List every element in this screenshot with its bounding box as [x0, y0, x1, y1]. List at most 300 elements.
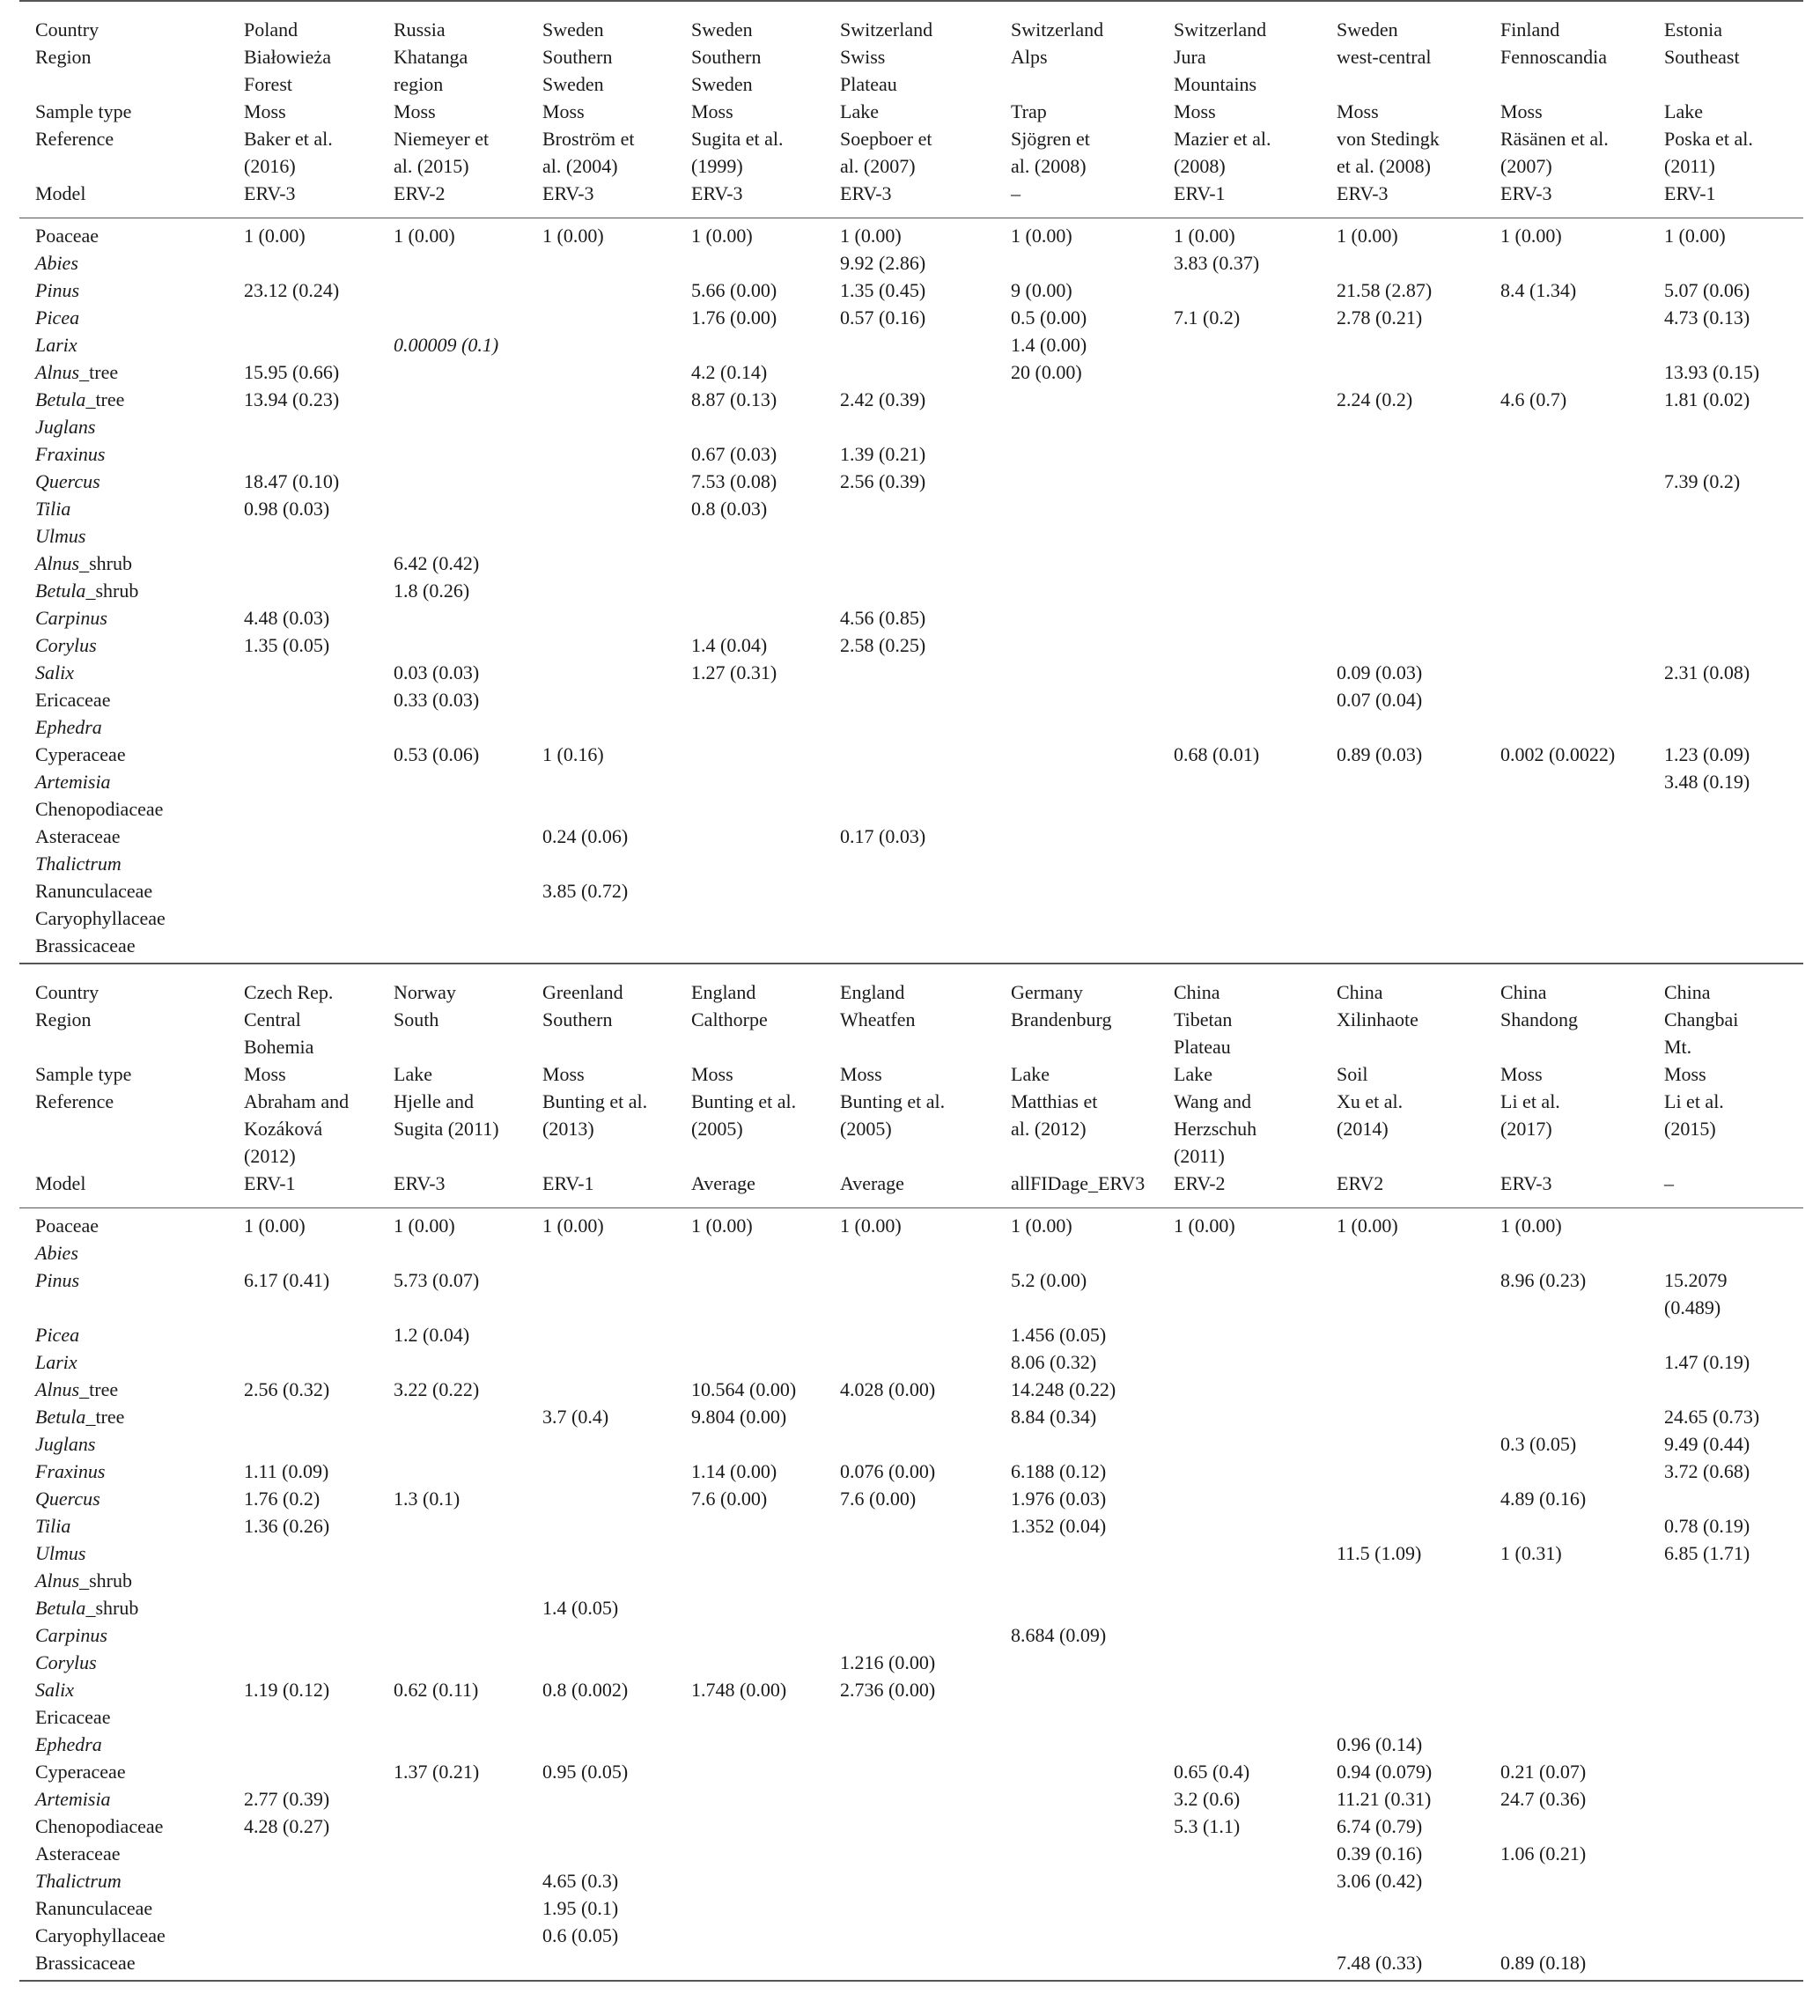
table-cell — [824, 522, 995, 550]
table-cell — [378, 1813, 527, 1840]
table-cell — [527, 386, 675, 413]
table-row — [19, 1649, 1803, 1676]
column-reference-line: Broström et — [542, 128, 635, 150]
table-cell — [824, 1239, 995, 1266]
taxon-label: Ericaceae — [35, 689, 111, 711]
table-cell — [228, 905, 378, 932]
column-region — [1648, 1006, 1803, 1060]
table-cell — [378, 631, 527, 659]
column-country: England — [675, 964, 824, 1006]
table-cell: 1.19 (0.12) — [244, 1679, 330, 1701]
table-cell — [824, 1785, 995, 1813]
table-cell: 1.14 (0.00) — [691, 1460, 777, 1482]
column-reference-line: Xu et al. — [1337, 1090, 1404, 1112]
table-cell — [824, 1840, 995, 1867]
table-cell: 0.002 (0.0022) — [1500, 743, 1616, 765]
table-cell: 6.17 (0.41) — [244, 1269, 330, 1291]
table-cell — [1648, 932, 1803, 964]
table-cell — [527, 631, 675, 659]
table-cell: 1.27 (0.31) — [691, 661, 777, 683]
table-cell: 0.89 (0.18) — [1485, 1949, 1648, 1981]
taxon-label: Picea — [35, 1324, 80, 1346]
table-cell — [1485, 1922, 1648, 1949]
column-region-line: Khatanga — [394, 46, 468, 68]
table-cell — [527, 468, 675, 495]
table-cell — [228, 795, 378, 823]
table-cell: 6.85 (1.71) — [1664, 1542, 1750, 1564]
taxon-label: Ranunculaceae — [35, 880, 153, 902]
table-cell — [527, 905, 675, 932]
table-cell — [824, 686, 995, 713]
column-model: – — [1648, 1170, 1803, 1208]
table-cell: 8.84 (0.34) — [1011, 1406, 1097, 1428]
column-reference-line: Li et al. — [1500, 1090, 1560, 1112]
taxon-suffix: _tree — [85, 388, 125, 410]
table-cell: 0.09 (0.03) — [1337, 661, 1423, 683]
table-cell — [1321, 1239, 1485, 1266]
taxon-name — [19, 550, 228, 577]
column-sample-type: Lake — [840, 100, 879, 122]
table-cell — [527, 495, 675, 522]
column-sample-type: Moss — [244, 1063, 286, 1085]
table-cell — [378, 1403, 527, 1430]
table-cell: 1.2 (0.04) — [394, 1324, 470, 1346]
taxon-name — [19, 1813, 228, 1840]
table-cell — [675, 795, 824, 823]
table-cell — [1321, 768, 1485, 795]
table-cell — [1648, 577, 1803, 604]
table-cell — [824, 1348, 995, 1376]
table-cell — [1485, 686, 1648, 713]
table-row — [19, 1430, 1803, 1458]
table-cell — [1648, 1676, 1803, 1703]
table-cell: 1 (0.00) — [1174, 225, 1235, 247]
table-cell — [1648, 331, 1803, 358]
table-cell — [995, 659, 1158, 686]
table-cell — [675, 850, 824, 877]
table-cell — [1158, 1676, 1321, 1703]
table-row — [19, 1485, 1803, 1512]
table-row — [19, 550, 1803, 577]
table-cell — [1158, 932, 1321, 964]
table-cell — [675, 686, 824, 713]
table-cell: 1 (0.00) — [840, 225, 902, 247]
table-cell — [1158, 1321, 1321, 1348]
table-cell — [995, 413, 1158, 440]
table-cell — [1485, 522, 1648, 550]
column-region-line: Brandenburg — [1011, 1008, 1112, 1030]
table-cell — [1648, 1922, 1803, 1949]
table-cell: 2.58 (0.25) — [840, 634, 926, 656]
column-region — [824, 43, 995, 98]
column-reference-line: Poska et al. — [1664, 128, 1753, 150]
table-cell — [1158, 686, 1321, 713]
column-reference-line: (2011) — [1664, 155, 1715, 177]
table-cell: 2.78 (0.21) — [1337, 306, 1423, 329]
column-reference-line: Mazier et al. — [1174, 128, 1271, 150]
taxon-label: Ephedra — [35, 716, 102, 738]
table-cell — [1648, 522, 1803, 550]
table-cell: 8.87 (0.13) — [691, 388, 777, 410]
column-reference-line: Matthias et — [1011, 1090, 1098, 1112]
taxon-suffix: _tree — [79, 361, 119, 383]
table-cell — [1158, 495, 1321, 522]
table-cell: 4.48 (0.03) — [244, 607, 330, 629]
column-country: Greenland — [527, 964, 675, 1006]
table-cell: 8.06 (0.32) — [1011, 1351, 1097, 1373]
column-reference-line: al. (2015) — [394, 155, 469, 177]
table-row — [19, 358, 1803, 386]
table-cell — [228, 577, 378, 604]
table-cell: 1.47 (0.19) — [1664, 1351, 1750, 1373]
column-reference-line: Soepboer et — [840, 128, 932, 150]
table-cell — [1648, 1376, 1803, 1403]
table-cell — [527, 1321, 675, 1348]
table-cell: 1 (0.00) — [244, 1215, 306, 1237]
table-cell — [1648, 1703, 1803, 1731]
table-row — [19, 249, 1803, 277]
table-cell — [378, 1840, 527, 1867]
table-cell — [527, 686, 675, 713]
table-row — [19, 1458, 1803, 1485]
column-reference-line: (2015) — [1664, 1118, 1716, 1140]
table-cell — [1648, 1321, 1803, 1348]
column-model: ERV-1 — [1648, 180, 1803, 218]
taxon-name — [19, 1894, 228, 1922]
table-cell — [1648, 1758, 1803, 1785]
table-cell: 1.76 (0.2) — [244, 1488, 321, 1510]
table-cell — [1158, 1376, 1321, 1403]
table-cell: 1 (0.00) — [1011, 1215, 1072, 1237]
table-cell — [1321, 1894, 1485, 1922]
table-cell — [1158, 604, 1321, 631]
table-cell — [675, 1649, 824, 1676]
column-reference-line: Bunting et al. — [691, 1090, 797, 1112]
table-cell — [675, 249, 824, 277]
table-cell — [995, 1867, 1158, 1894]
table-cell — [675, 768, 824, 795]
table-cell — [824, 741, 995, 768]
table-row — [19, 1208, 1803, 1240]
taxon-name — [19, 905, 228, 932]
column-model: ERV-3 — [1485, 1170, 1648, 1208]
column-region-line: Southern — [542, 1008, 613, 1030]
table-cell — [1485, 358, 1648, 386]
table-cell — [995, 495, 1158, 522]
taxon-label: Picea — [35, 306, 80, 329]
table-cell — [527, 1458, 675, 1485]
table-cell: 0.78 (0.19) — [1664, 1515, 1750, 1537]
column-country: Russia — [378, 1, 527, 43]
table-cell — [378, 1922, 527, 1949]
table-cell — [527, 1731, 675, 1758]
table-cell: 0.3 (0.05) — [1500, 1433, 1577, 1455]
table-cell — [1158, 1840, 1321, 1867]
table-cell: 2.77 (0.39) — [244, 1788, 330, 1810]
table-cell — [527, 577, 675, 604]
column-region-line: Bohemia — [244, 1036, 314, 1058]
taxon-label: Salix — [35, 661, 74, 683]
taxon-label: Brassicaceae — [35, 1952, 136, 1974]
table-cell: 9.92 (2.86) — [840, 252, 926, 274]
table-cell — [1158, 331, 1321, 358]
table-cell: 13.93 (0.15) — [1664, 361, 1760, 383]
column-country: Poland — [228, 1, 378, 43]
column-region-line: Sweden — [542, 73, 604, 95]
table-cell — [995, 741, 1158, 768]
taxon-label: Asteraceae — [35, 1842, 121, 1865]
table-row — [19, 1348, 1803, 1376]
table-cell — [675, 1703, 824, 1731]
taxon-label: Carpinus — [35, 1624, 107, 1646]
table-cell — [527, 304, 675, 331]
column-reference-line: Niemeyer et — [394, 128, 490, 150]
header-label-model: Model — [19, 1170, 228, 1208]
column-country: China — [1648, 964, 1803, 1006]
table-cell — [675, 823, 824, 850]
taxon-name — [19, 713, 228, 741]
table-row — [19, 468, 1803, 495]
column-reference-line: al. (2012) — [1011, 1118, 1087, 1140]
taxon-name — [19, 1621, 228, 1649]
table-cell — [527, 604, 675, 631]
table-cell: 1.35 (0.45) — [840, 279, 926, 301]
taxon-name — [19, 1512, 228, 1540]
column-region-line: Tibetan — [1174, 1008, 1233, 1030]
table-cell — [1485, 1403, 1648, 1430]
table-cell — [1321, 631, 1485, 659]
column-region-line: region — [394, 73, 444, 95]
column-reference — [378, 1088, 527, 1170]
column-sample-type: Lake — [1011, 1063, 1050, 1085]
table-cell — [1158, 1621, 1321, 1649]
table-cell — [527, 932, 675, 964]
table-cell — [1485, 631, 1648, 659]
table-cell — [228, 331, 378, 358]
table-cell — [1321, 1703, 1485, 1731]
table-cell — [378, 850, 527, 877]
table-row — [19, 1621, 1803, 1649]
table-cell: 1 (0.00) — [1664, 225, 1726, 247]
table-cell — [995, 686, 1158, 713]
table-cell — [527, 1266, 675, 1321]
table-cell: 3.06 (0.42) — [1337, 1870, 1423, 1892]
table-cell — [1158, 386, 1321, 413]
column-reference-line: von Stedingk — [1337, 128, 1440, 150]
table-cell: 1 (0.00) — [1337, 225, 1398, 247]
taxon-label: Juglans — [35, 1433, 96, 1455]
table-cell — [995, 577, 1158, 604]
table-cell — [1648, 1731, 1803, 1758]
table-cell — [1321, 1485, 1485, 1512]
table-cell — [1485, 1731, 1648, 1758]
table-cell — [527, 413, 675, 440]
taxon-label: Ephedra — [35, 1733, 102, 1755]
table-cell — [378, 277, 527, 304]
table-cell: 1.4 (0.00) — [1011, 334, 1087, 356]
table-cell: 0.95 (0.05) — [542, 1761, 629, 1783]
table-row — [19, 1540, 1803, 1567]
table-cell: 6.74 (0.79) — [1337, 1815, 1423, 1837]
column-region-line: Białowieża — [244, 46, 331, 68]
table-cell: 24.65 (0.73) — [1664, 1406, 1760, 1428]
table-cell: 1 (0.00) — [244, 225, 306, 247]
table-cell: 8.96 (0.23) — [1500, 1269, 1587, 1291]
column-region-line: Mountains — [1174, 73, 1257, 95]
table-cell — [1485, 1813, 1648, 1840]
taxon-label: Alnus — [35, 1569, 80, 1591]
table-cell — [1485, 604, 1648, 631]
table-cell: 1.06 (0.21) — [1500, 1842, 1587, 1865]
table-cell — [378, 1540, 527, 1567]
table-cell: 1.35 (0.05) — [244, 634, 330, 656]
column-reference — [675, 1088, 824, 1170]
table-cell — [824, 1430, 995, 1458]
table-cell — [527, 1485, 675, 1512]
column-sample-type: Moss — [1500, 100, 1543, 122]
column-sample-type: Lake — [394, 1063, 432, 1085]
column-model: ERV-1 — [1158, 180, 1321, 218]
table-cell — [1321, 823, 1485, 850]
table-cell — [1321, 795, 1485, 823]
table-cell — [675, 877, 824, 905]
table-cell: 1 (0.16) — [542, 743, 604, 765]
column-reference — [1158, 1088, 1321, 1170]
table-cell — [228, 304, 378, 331]
column-reference-line: (2005) — [840, 1118, 892, 1140]
table-cell: 0.03 (0.03) — [394, 661, 480, 683]
table-row — [19, 331, 1803, 358]
column-reference-line: Kozáková — [244, 1118, 323, 1140]
column-region — [378, 43, 527, 98]
table-cell — [527, 659, 675, 686]
table-cell — [1485, 1321, 1648, 1348]
column-model: ERV-3 — [1485, 180, 1648, 218]
table-cell — [527, 1813, 675, 1840]
taxon-name — [19, 1348, 228, 1376]
table-cell — [675, 1540, 824, 1567]
table-cell: 0.6 (0.05) — [542, 1924, 619, 1946]
table-cell: 1 (0.00) — [840, 1215, 902, 1237]
table-cell: 13.94 (0.23) — [244, 388, 340, 410]
table-cell — [1485, 331, 1648, 358]
table-cell — [995, 631, 1158, 659]
taxon-label: Poaceae — [35, 1215, 99, 1237]
table-cell — [1485, 440, 1648, 468]
taxon-name — [19, 932, 228, 964]
table-cell — [675, 1621, 824, 1649]
table-cell: 9 (0.00) — [1011, 279, 1072, 301]
header-label-reference: Reference — [35, 128, 114, 150]
table-cell: 3.22 (0.22) — [394, 1378, 480, 1400]
table-row — [19, 686, 1803, 713]
table-cell: 0.57 (0.16) — [840, 306, 926, 329]
table-cell — [378, 795, 527, 823]
taxon-name — [19, 1676, 228, 1703]
taxon-name — [19, 358, 228, 386]
table-cell — [824, 932, 995, 964]
table-cell — [1321, 604, 1485, 631]
taxon-label: Pinus — [35, 279, 80, 301]
table-cell — [995, 468, 1158, 495]
column-reference-line: (2007) — [1500, 155, 1552, 177]
table-cell: 0.5 (0.00) — [1011, 306, 1087, 329]
table-cell — [1321, 1458, 1485, 1485]
table-cell: 7.39 (0.2) — [1664, 470, 1741, 492]
table-cell — [378, 413, 527, 440]
column-region — [527, 1006, 675, 1060]
table-cell — [228, 522, 378, 550]
taxon-name — [19, 1208, 228, 1240]
table-cell — [1321, 550, 1485, 577]
table-cell: 1.4 (0.05) — [542, 1597, 619, 1619]
header-label-reference: Reference — [35, 1090, 114, 1112]
table-cell — [675, 1894, 824, 1922]
taxon-name — [19, 1430, 228, 1458]
table-row — [19, 440, 1803, 468]
table-cell: 0.8 (0.002) — [542, 1679, 629, 1701]
table-cell — [1485, 1458, 1648, 1485]
table-cell — [527, 1239, 675, 1266]
taxon-label: Artemisia — [35, 771, 111, 793]
table-cell — [378, 1731, 527, 1758]
taxon-name — [19, 304, 228, 331]
table-cell: 5.2 (0.00) — [1011, 1269, 1087, 1291]
table-cell — [378, 1785, 527, 1813]
table-cell — [995, 522, 1158, 550]
table-row — [19, 1594, 1803, 1621]
taxon-label: Corylus — [35, 1651, 97, 1673]
table-row — [19, 1512, 1803, 1540]
table-row — [19, 850, 1803, 877]
table-cell — [995, 1594, 1158, 1621]
table-cell: 3.85 (0.72) — [542, 880, 629, 902]
column-region-line: Alps — [1011, 46, 1048, 68]
table-cell — [1648, 713, 1803, 741]
column-sample-type: Moss — [542, 100, 585, 122]
taxon-name — [19, 1731, 228, 1758]
taxon-suffix: _shrub — [79, 1569, 133, 1591]
table-cell — [527, 277, 675, 304]
table-cell — [228, 659, 378, 686]
table-cell: 1 (0.00) — [691, 225, 753, 247]
column-region-line: South — [394, 1008, 439, 1030]
table-cell: 1 (0.00) — [394, 1215, 455, 1237]
table-cell: 1 (0.00) — [1011, 225, 1072, 247]
table-cell: 7.6 (0.00) — [691, 1488, 768, 1510]
table-cell — [995, 1567, 1158, 1594]
table-cell — [824, 577, 995, 604]
taxon-name — [19, 249, 228, 277]
column-reference — [675, 125, 824, 180]
table-cell — [1321, 1594, 1485, 1621]
column-region — [1321, 43, 1485, 98]
table-cell — [1485, 768, 1648, 795]
table-row — [19, 659, 1803, 686]
table-cell — [1485, 1894, 1648, 1922]
table-cell — [675, 1949, 824, 1981]
taxon-name — [19, 823, 228, 850]
table-cell — [675, 1840, 824, 1867]
taxon-label: Pinus — [35, 1269, 80, 1291]
table-cell — [378, 1894, 527, 1922]
table-cell — [527, 550, 675, 577]
column-reference — [1485, 125, 1648, 180]
table-cell — [824, 331, 995, 358]
table-cell: 1.23 (0.09) — [1664, 743, 1750, 765]
table-cell — [1321, 1922, 1485, 1949]
taxon-name — [19, 768, 228, 795]
